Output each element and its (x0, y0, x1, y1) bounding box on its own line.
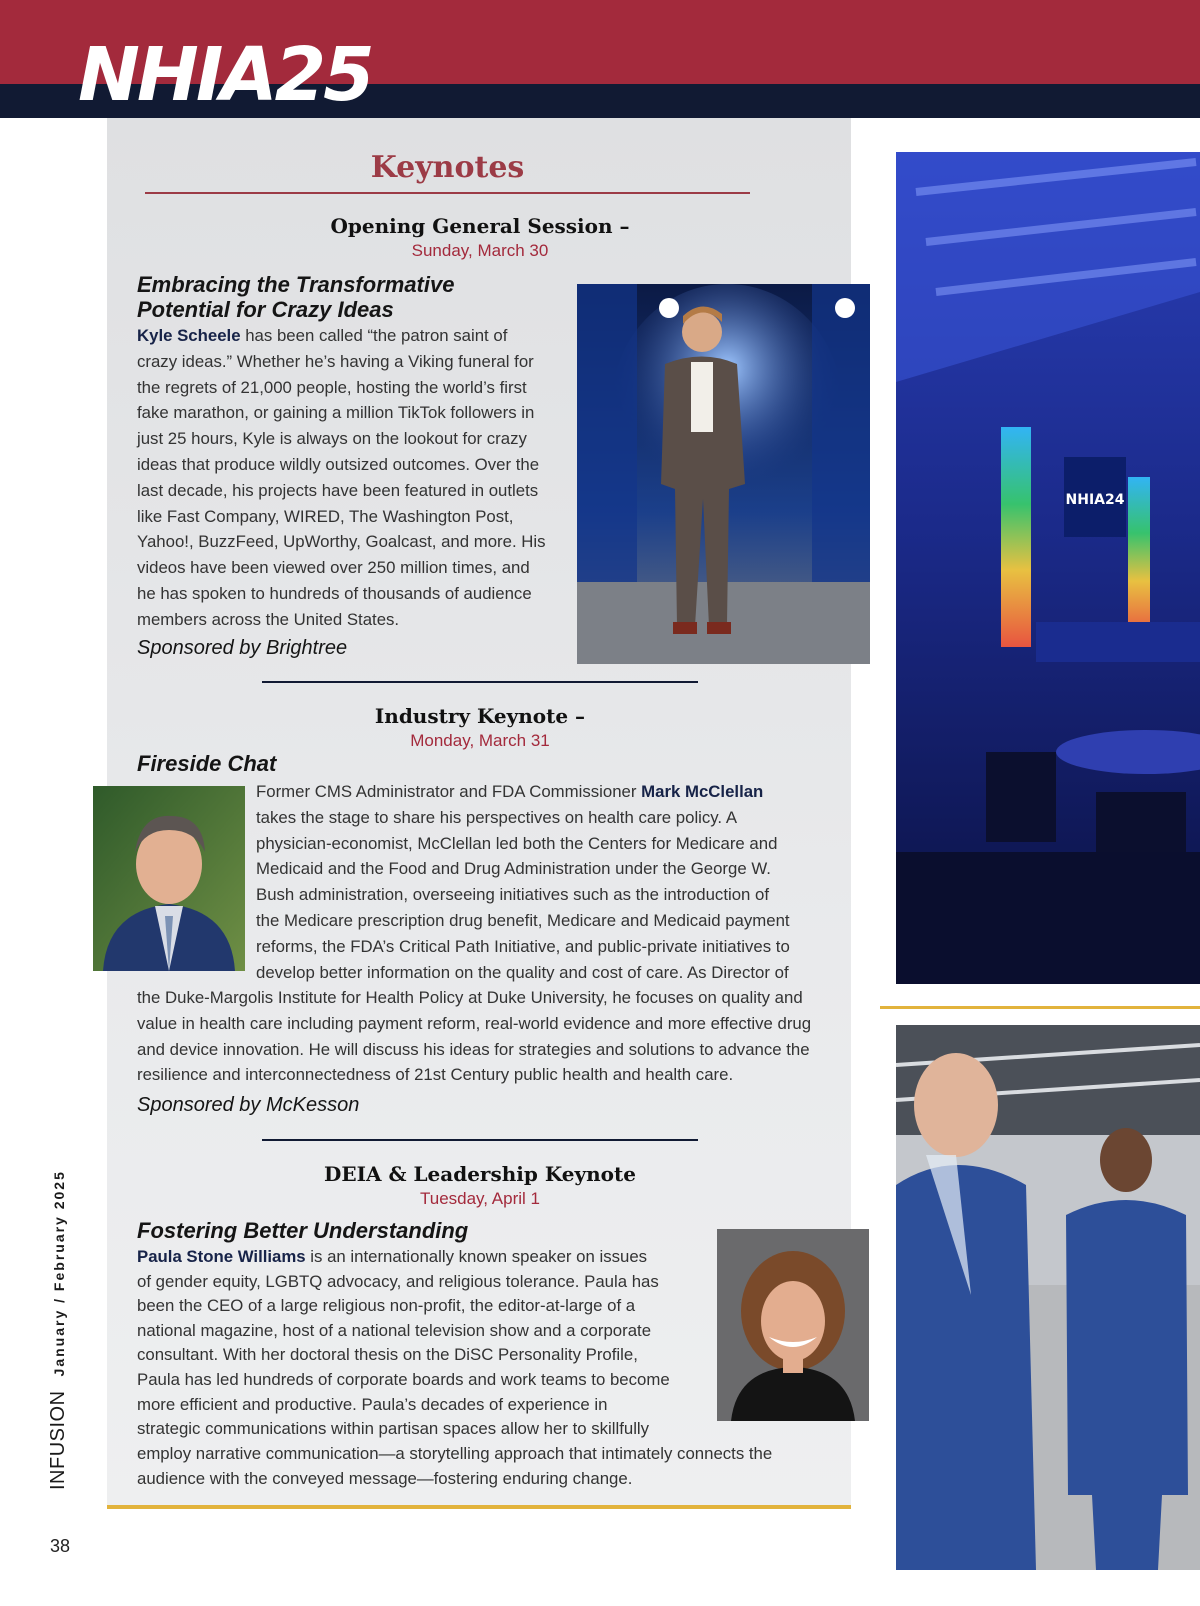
section-divider (262, 681, 698, 683)
section-heading: Keynotes (370, 150, 525, 185)
mark-mcclellan-photo (93, 786, 245, 971)
svg-text:NHIA24: NHIA24 (1065, 492, 1125, 508)
bio-line: resilience and interconnectedness of 21st Century public health and health care. (137, 1065, 734, 1085)
talk-title-opening (137, 272, 454, 322)
magazine-brand: INFUSION (47, 1390, 69, 1490)
panel-gold-rule (107, 1505, 851, 1509)
bio-line: of gender equity, LGBTQ advocacy, and religious tolerance. Paula has (137, 1271, 659, 1291)
bio-line: reforms, the FDA’s Critical Path Initiative, and public-private initiatives to (256, 936, 790, 956)
bio-kyle-scheele (137, 323, 567, 633)
logo-text: NHIA25 (78, 32, 372, 118)
bio-line: fake marathon, or gaining a million TikTok followers in (137, 403, 535, 423)
session-title-opening: Opening General Session – (330, 214, 630, 238)
bio-line: develop better information on the quality and cost of care. As Director of (256, 962, 789, 982)
bio-line: been the CEO of a large religious non-profit, the editor-at-large of a (137, 1296, 636, 1316)
bio-line: Medicaid and the Food and Drug Administration under the George W. (256, 859, 771, 879)
talk-title-fostering: Fostering Better Understanding (137, 1218, 469, 1243)
ballroom-stage-photo (896, 152, 1200, 984)
bio-line: last decade, his projects have been featured in outlets (137, 480, 539, 500)
section-divider (262, 1139, 698, 1141)
paula-stone-williams-photo (717, 1229, 869, 1421)
bio-line: has been called “the patron saint of (240, 326, 508, 345)
kyle-scheele-photo (577, 284, 870, 664)
bio-line: value in health care including payment reform, real-world evidence and more effective drug (137, 1013, 812, 1033)
bio-line: employ narrative communication—a storytelling approach that intimately connects the (137, 1444, 773, 1463)
bio-mark-mcclellan-wrap (256, 779, 856, 985)
bio-line: like Fast Company, WIRED, The Washington Post, (137, 506, 514, 526)
bio-line: and device innovation. He will discuss his ideas for strategies and solutions to advance the (137, 1039, 810, 1059)
bio-line: strategic communications within partisan spaces allow her to skillfully (137, 1419, 650, 1439)
bio-line: Yahoo!, BuzzFeed, UpWorthy, Goalcast, and more. His (137, 532, 546, 552)
bio-line: just 25 hours, Kyle is always on the lookout for crazy (137, 429, 527, 449)
bio-line: Bush administration, overseeing initiatives such as the introduction of (256, 885, 770, 905)
exhibit-hall-photo (896, 1025, 1200, 1570)
bio-paula-wrap (137, 1245, 707, 1442)
bio-line: the regrets of 21,000 people, hosting the world’s first (137, 377, 527, 397)
bio-line: the Medicare prescription drug benefit, Medicare and Medicaid payment (256, 910, 790, 930)
session-title-deia: DEIA & Leadership Keynote (324, 1162, 636, 1186)
bio-line: more efficient and productive. Paula’s decades of experience in (137, 1394, 608, 1414)
bio-line: he has spoken to hundreds of thousands of audience (137, 583, 532, 603)
heading-rule (145, 192, 750, 194)
session-date-deia: Tuesday, April 1 (419, 1189, 540, 1208)
issue-date: January / February 2025 (51, 1170, 67, 1377)
bio-line: audience with the conveyed message—fostering enduring change. (137, 1468, 633, 1488)
page-number: 38 (50, 1536, 71, 1556)
bio-mark-mcclellan-full (137, 985, 837, 1088)
bio-line: takes the stage to share his perspectives on health care policy. A (256, 807, 738, 827)
speaker-name: Mark McClellan (641, 782, 764, 801)
bio-line: national magazine, host of a national television show and a corporate (137, 1320, 652, 1340)
gold-rule (880, 1006, 1200, 1009)
bio-line: physician-economist, McClellan led both the Centers for Medicare and (256, 833, 778, 853)
speaker-name: Kyle Scheele (137, 326, 241, 345)
talk-title-line: Embracing the Transformative (137, 272, 455, 297)
bio-line: members across the United States. (137, 609, 400, 629)
talk-title-line: Potential for Crazy Ideas (137, 297, 394, 322)
bio-line: Former CMS Administrator and FDA Commissioner (256, 782, 642, 801)
nhia25-logo (78, 32, 372, 118)
sponsor-mckesson: Sponsored by McKesson (137, 1094, 360, 1116)
bio-paula-full (137, 1442, 837, 1491)
bio-line: videos have been viewed over 250 million times, and (137, 558, 530, 578)
talk-title-fireside: Fireside Chat (137, 751, 277, 776)
session-date-industry: Monday, March 31 (410, 731, 550, 750)
bio-line: consultant. With her doctoral thesis on the DiSC Personality Profile, (137, 1345, 638, 1365)
bio-line: is an internationally known speaker on issues (305, 1247, 648, 1266)
bio-line: the Duke-Margolis Institute for Health Policy at Duke University, he focuses on quality and (137, 988, 803, 1007)
session-title-industry: Industry Keynote – (374, 704, 586, 728)
magazine-issue-label (47, 1170, 70, 1490)
session-date-opening: Sunday, March 30 (411, 241, 549, 260)
speaker-name: Paula Stone Williams (137, 1247, 306, 1266)
bio-line: ideas that produce wildly outsized outcomes. Over the (137, 454, 540, 474)
bio-line: crazy ideas.” Whether he’s having a Viking funeral for (137, 351, 534, 371)
sponsor-brightree: Sponsored by Brightree (137, 637, 348, 659)
bio-line: Paula has led hundreds of corporate boards and work teams to become (137, 1369, 670, 1389)
